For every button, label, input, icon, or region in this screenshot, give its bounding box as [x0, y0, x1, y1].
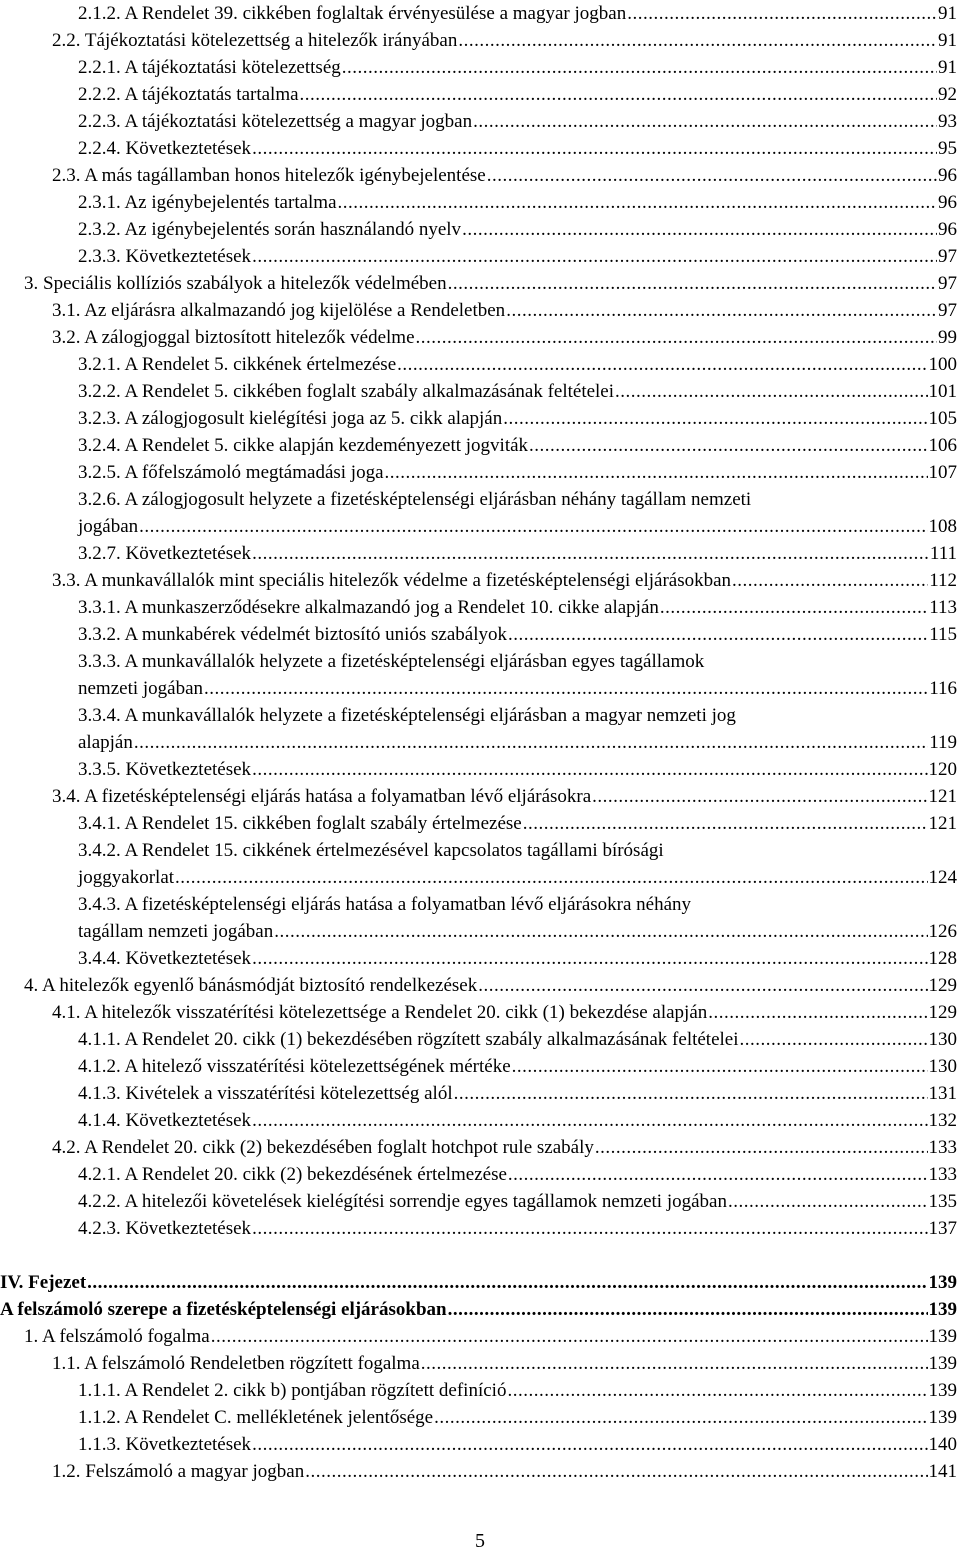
toc-entry-page: 139 [928, 1380, 957, 1401]
toc-entry-page: 96 [938, 165, 957, 186]
toc-entry-page: 106 [928, 435, 957, 456]
dot-leader [592, 783, 927, 810]
toc-entry[interactable] [52, 783, 957, 810]
toc-entry-title: 3.2.2. A Rendelet 5. cikkében foglalt szabály alkalmazásának feltételei [78, 381, 615, 402]
toc-entry[interactable] [78, 81, 957, 108]
toc-entry[interactable] [78, 1377, 957, 1404]
toc-entry-page: 140 [928, 1434, 957, 1455]
toc-entry-page: 105 [928, 408, 957, 429]
toc-entry[interactable] [78, 243, 957, 270]
toc-entry[interactable] [78, 486, 957, 540]
toc-entry-page: 93 [938, 111, 957, 132]
dot-leader [385, 459, 928, 486]
dot-leader [627, 0, 937, 27]
toc-entry-title: 1.1. A felszámoló Rendeletben rögzített fogalma [52, 1353, 420, 1374]
toc-entry[interactable] [78, 1404, 957, 1431]
toc-entry[interactable] [52, 27, 957, 54]
toc-entry[interactable] [52, 297, 957, 324]
toc-entry[interactable] [78, 54, 957, 81]
toc-entry-page: 95 [938, 138, 957, 159]
toc-entry[interactable] [78, 1431, 957, 1458]
dot-leader [708, 999, 927, 1026]
dot-leader [503, 405, 927, 432]
toc-entry-title-continued: alapján [78, 732, 133, 753]
toc-entry-title: 4.1. A hitelezők visszatérítési kötelezettsége a Rendelet 20. cikk (1) bekezdése alapján [52, 1002, 708, 1023]
toc-entry[interactable] [78, 432, 957, 459]
toc-entry[interactable] [52, 1350, 957, 1377]
toc-entry-page: 121 [928, 786, 957, 807]
toc-entry-title: 4.2.3. Következtetések [78, 1218, 252, 1239]
toc-entry[interactable] [78, 945, 957, 972]
toc-entry-title: 1. A felszámoló fogalma [24, 1326, 210, 1347]
toc-entry-title: 1.1.1. A Rendelet 2. cikk b) pontjában rögzített definíció [78, 1380, 507, 1401]
toc-entry[interactable] [78, 1107, 957, 1134]
toc-entry[interactable] [78, 621, 957, 648]
toc-entry[interactable] [78, 1161, 957, 1188]
toc-entry[interactable] [24, 1323, 957, 1350]
toc-entry-page: 133 [928, 1164, 957, 1185]
toc-entry[interactable] [78, 378, 957, 405]
toc-entry-page: 130 [928, 1056, 957, 1077]
dot-leader [615, 378, 927, 405]
toc-entry-title-continued: joggyakorlat [78, 867, 175, 888]
toc-entry-title: 3.3. A munkavállalók mint speciális hitelezők védelme a fizetésképtelenségi eljárásokban [52, 570, 732, 591]
toc-entry-title: 1.1.3. Következtetések [78, 1434, 252, 1455]
toc-entry-title: 3.4.3. A fizetésképtelenségi eljárás hatása a folyamatban lévő eljárásokra néhány [78, 894, 692, 915]
toc-entry[interactable] [78, 837, 957, 891]
toc-entry[interactable] [78, 405, 957, 432]
toc-entry[interactable] [78, 702, 957, 756]
toc-entry[interactable] [78, 1080, 957, 1107]
toc-entry-title: 2.1.2. A Rendelet 39. cikkében foglaltak érvényesülése a magyar jogban [78, 3, 627, 24]
toc-entry-page: 130 [928, 1029, 957, 1050]
toc-entry[interactable] [78, 891, 957, 945]
toc-entry-title: 1.2. Felszámoló a magyar jogban [52, 1461, 305, 1482]
toc-entry-page: 120 [928, 759, 957, 780]
dot-leader [732, 567, 928, 594]
toc-entry-page: 137 [928, 1218, 957, 1239]
toc-entry-page: 124 [928, 867, 957, 888]
toc-entry-page: 91 [938, 30, 957, 51]
toc-entry[interactable] [78, 1026, 957, 1053]
toc-entry-title: 1.1.2. A Rendelet C. mellékletének jelentősége [78, 1407, 434, 1428]
toc-entry[interactable] [52, 162, 957, 189]
dot-leader [473, 108, 937, 135]
toc-entry[interactable] [78, 1188, 957, 1215]
toc-entry-page: 126 [928, 921, 957, 942]
toc-entry-title: 2.3. A más tagállamban honos hitelezők igénybejelentése [52, 165, 486, 186]
toc-entry-title: 2.3.2. Az igénybejelentés során használandó nyelv [78, 219, 462, 240]
toc-entry-title: 3.2.5. A főfelszámoló megtámadási joga [78, 462, 384, 483]
toc-entry-page: 108 [928, 516, 957, 537]
dot-leader [252, 1431, 927, 1458]
dot-leader [507, 1377, 927, 1404]
dot-leader [134, 729, 928, 756]
toc-entry-page: 97 [938, 273, 957, 294]
dot-leader [487, 162, 937, 189]
toc-entry[interactable] [52, 999, 957, 1026]
toc-entry-page: 91 [938, 3, 957, 24]
toc-entry[interactable] [78, 810, 957, 837]
toc-entry-page: 113 [929, 597, 957, 618]
dot-leader [252, 1107, 927, 1134]
toc-entry-title: 3.2.4. A Rendelet 5. cikke alapján kezdeményezett jogviták [78, 435, 529, 456]
toc-entry-title: 4.2.1. A Rendelet 20. cikk (2) bekezdésének értelmezése [78, 1164, 507, 1185]
toc-entry-title: 4.2. A Rendelet 20. cikk (2) bekezdésében foglalt hotchpot rule szabály [52, 1137, 594, 1158]
dot-leader [338, 189, 937, 216]
toc-entry-page: 116 [929, 678, 957, 699]
dot-leader [740, 1026, 928, 1053]
toc-entry-title: 3.2. A zálogjoggal biztosított hitelezők védelme [52, 327, 415, 348]
toc-entry-title: 3.3.3. A munkavállalók helyzete a fizetésképtelenségi eljárásban egyes tagállamok [78, 651, 705, 672]
dot-leader [416, 324, 937, 351]
toc-entry-page: 96 [938, 192, 957, 213]
dot-leader [397, 351, 927, 378]
toc-entry[interactable] [78, 594, 957, 621]
toc-entry-title: IV. Fejezet [0, 1272, 87, 1293]
toc-entry-page: 100 [928, 354, 957, 375]
toc-entry-title: A felszámoló szerepe a fizetésképtelenségi eljárásokban [0, 1299, 447, 1320]
dot-leader [728, 1188, 928, 1215]
toc-entry-page: 107 [928, 462, 957, 483]
toc-entry-page: 112 [929, 570, 957, 591]
toc-entry-page: 139 [928, 1353, 957, 1374]
toc-entry[interactable] [78, 648, 957, 702]
toc-entry[interactable] [52, 1134, 957, 1161]
dot-leader [421, 1350, 928, 1377]
toc-entry-page: 91 [938, 57, 957, 78]
toc-entry[interactable] [0, 1296, 957, 1323]
dot-leader [252, 756, 927, 783]
dot-leader [274, 918, 927, 945]
toc-entry[interactable] [52, 567, 957, 594]
dot-leader [506, 297, 937, 324]
toc-entry-page: 132 [928, 1110, 957, 1131]
toc-entry-page: 99 [938, 327, 957, 348]
toc-entry-title: 2.2.2. A tájékoztatás tartalma [78, 84, 299, 105]
toc-entry[interactable] [78, 216, 957, 243]
toc-entry-title: 2.2.1. A tájékoztatási kötelezettség [78, 57, 341, 78]
dot-leader [252, 1215, 927, 1242]
toc-entry-title: 3.4. A fizetésképtelenségi eljárás hatása a folyamatban lévő eljárásokra [52, 786, 592, 807]
toc-entry-page: 128 [928, 948, 957, 969]
toc-entry-title: 3.3.4. A munkavállalók helyzete a fizetésképtelenségi eljárásban a magyar nemzeti jog [78, 705, 736, 726]
toc-entry-page: 96 [938, 219, 957, 240]
toc-entry[interactable] [78, 459, 957, 486]
toc-entry[interactable] [0, 1269, 957, 1296]
toc-entry-title: 3.4.1. A Rendelet 15. cikkében foglalt szabály értelmezése [78, 813, 522, 834]
dot-leader [660, 594, 928, 621]
toc-entry-page: 101 [928, 381, 957, 402]
toc-entry[interactable] [78, 108, 957, 135]
dot-leader [252, 135, 937, 162]
toc-entry-title: 4.1.1. A Rendelet 20. cikk (1) bekezdésében rögzített szabály alkalmazásának feltételei [78, 1029, 739, 1050]
toc-entry-page: 133 [928, 1137, 957, 1158]
dot-leader [448, 270, 937, 297]
dot-leader [508, 1161, 928, 1188]
page-number: 5 [475, 1530, 485, 1552]
dot-leader [478, 972, 927, 999]
toc-entry[interactable] [78, 351, 957, 378]
toc-entry[interactable] [52, 324, 957, 351]
dot-leader [252, 945, 927, 972]
toc-entry-title: 4. A hitelezők egyenlő bánásmódját biztosító rendelkezések [24, 975, 478, 996]
toc-entry[interactable] [78, 189, 957, 216]
toc-entry-title: 2.2.3. A tájékoztatási kötelezettség a magyar jogban [78, 111, 473, 132]
toc-entry-title: 2.2.4. Következtetések [78, 138, 252, 159]
toc-entry-page: 92 [938, 84, 957, 105]
toc-entry-page: 139 [928, 1299, 957, 1320]
dot-leader [342, 54, 937, 81]
dot-leader [204, 675, 928, 702]
toc-entry-title: 3.1. Az eljárásra alkalmazandó jog kijelölése a Rendeletben [52, 300, 506, 321]
dot-leader [139, 513, 927, 540]
toc-entry-title: 4.1.4. Következtetések [78, 1110, 252, 1131]
dot-leader [300, 81, 937, 108]
toc-entry-page: 141 [928, 1461, 957, 1482]
dot-leader [454, 1080, 928, 1107]
toc-entry-page: 121 [928, 813, 957, 834]
dot-leader [434, 1404, 927, 1431]
dot-leader [87, 1269, 927, 1296]
toc-entry-title: 3.2.6. A zálogjogosult helyzete a fizetésképtelenségi eljárásban néhány tagállam nemzeti [78, 489, 752, 510]
toc-entry[interactable] [78, 756, 957, 783]
toc-entry-page: 97 [938, 300, 957, 321]
toc-entry[interactable] [24, 972, 957, 999]
dot-leader [252, 540, 929, 567]
toc-entry-title: 2.2. Tájékoztatási kötelezettség a hitelezők irányában [52, 30, 458, 51]
toc-entry-title: 3.3.1. A munkaszerződésekre alkalmazandó jog a Rendelet 10. cikke alapján [78, 597, 659, 618]
toc-entry-title: 3. Speciális kollíziós szabályok a hitelezők védelmében [24, 273, 447, 294]
toc-entry[interactable] [78, 135, 957, 162]
dot-leader [595, 1134, 928, 1161]
dot-leader [175, 864, 927, 891]
toc-entry-title: 3.4.2. A Rendelet 15. cikkének értelmezésével kapcsolatos tagállami bírósági [78, 840, 664, 861]
toc-entry-page: 135 [928, 1191, 957, 1212]
dot-leader [305, 1458, 927, 1485]
dot-leader [529, 432, 927, 459]
toc-entry-title: 3.2.1. A Rendelet 5. cikkének értelmezése [78, 354, 397, 375]
toc-entry-title: 3.3.2. A munkabérek védelmét biztosító uniós szabályok [78, 624, 508, 645]
toc-entry-title-continued: nemzeti jogában [78, 678, 204, 699]
toc-entry-title-continued: jogában [78, 516, 139, 537]
toc-entry-page: 129 [928, 975, 957, 996]
toc-entry-page: 139 [928, 1272, 957, 1293]
toc-entry[interactable] [78, 540, 957, 567]
dot-leader [448, 1296, 928, 1323]
toc-entry-title: 4.1.3. Kivételek a visszatérítési kötelezettség alól [78, 1083, 453, 1104]
toc-entry-title-continued: tagállam nemzeti jogában [78, 921, 274, 942]
dot-leader [512, 1053, 928, 1080]
dot-leader [523, 810, 928, 837]
toc-entry-page: 139 [928, 1326, 957, 1347]
dot-leader [211, 1323, 928, 1350]
toc-entry-page: 115 [929, 624, 957, 645]
dot-leader [252, 243, 937, 270]
toc-entry[interactable] [78, 1053, 957, 1080]
dot-leader [462, 216, 937, 243]
toc-entry-title: 3.4.4. Következtetések [78, 948, 252, 969]
toc-entry[interactable] [78, 0, 957, 27]
toc-entry-title: 4.1.2. A hitelező visszatérítési kötelezettségének mértéke [78, 1056, 511, 1077]
toc-entry-title: 3.2.7. Következtetések [78, 543, 252, 564]
toc-entry-page: 119 [929, 732, 957, 753]
toc-entry-page: 129 [928, 1002, 957, 1023]
dot-leader [508, 621, 928, 648]
toc-entry[interactable] [24, 270, 957, 297]
toc-entry-title: 3.2.3. A zálogjogosult kielégítési joga az 5. cikk alapján [78, 408, 503, 429]
toc-entry-title: 2.3.1. Az igénybejelentés tartalma [78, 192, 337, 213]
toc-entry-title: 3.3.5. Következtetések [78, 759, 252, 780]
toc-entry[interactable] [52, 1458, 957, 1485]
toc-entry-page: 111 [929, 543, 957, 564]
toc-entry-page: 97 [938, 246, 957, 267]
toc-entry[interactable] [78, 1215, 957, 1242]
toc-entry-page: 139 [928, 1407, 957, 1428]
dot-leader [458, 27, 937, 54]
toc-entry-title: 4.2.2. A hitelezői követelések kielégítési sorrendje egyes tagállamok nemzeti jogában [78, 1191, 727, 1212]
toc-entry-page: 131 [928, 1083, 957, 1104]
toc-entry-title: 2.3.3. Következtetések [78, 246, 252, 267]
